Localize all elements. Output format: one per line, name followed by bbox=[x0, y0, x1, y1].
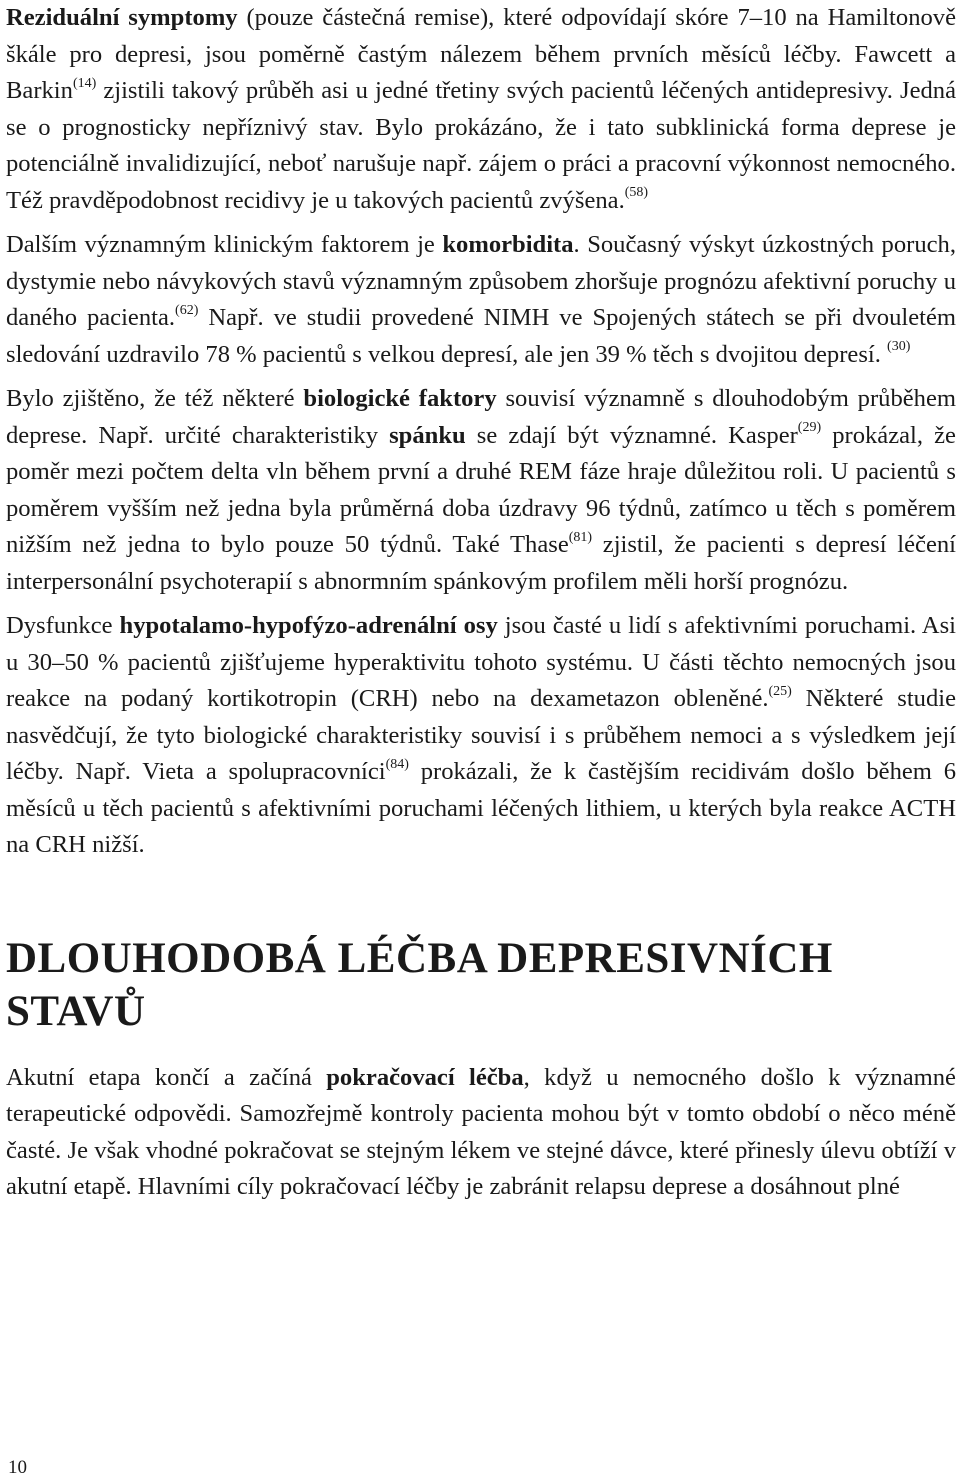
emphasized-term: hypotalamo-hypofýzo-adrenální osy bbox=[119, 612, 498, 639]
text-run: prokázal, že poměr mezi počtem delta vln během první a druhé REM fáze hraje důležitou roli. U pacientů s poměrem vyšším než jedna byla průměrná doba úzdravy 96 týdnů, zatímco u těch s poměrem nižším než jedna to bylo pouze 50 týdnů. Také Thase bbox=[6, 421, 956, 558]
section-heading-line1: DLOUHODOBÁ LÉČBA DEPRESIVNÍCH bbox=[6, 934, 833, 982]
citation-reference: (29) bbox=[797, 420, 822, 436]
text-run: jsou časté u lidí s afektivními poruchami. Asi u 30–50 % pacientů zjišťujeme hyperaktivitu tohoto systému. U části těchto nemocných jsou reakce na podaný kortikotropin (CRH) nebo na dexametazon obleněné. bbox=[6, 612, 956, 712]
paragraph-hpa-axis bbox=[6, 608, 956, 864]
page-number: 10 bbox=[8, 1457, 27, 1478]
text-run: zjistil, že pacienti s depresí léčení interpersonální psychoterapií s abnormním spánkovým profilem měli horší prognózu. bbox=[6, 531, 956, 595]
emphasized-term: biologické faktory bbox=[303, 385, 497, 412]
text-run: Dysfunkce bbox=[6, 612, 120, 639]
text-run: Akutní etapa končí a začíná bbox=[6, 1063, 327, 1091]
text-run: Některé studie nasvědčují, že tyto biologické charakteristiky souvisí i s průběhem nemoci a s výsledkem její léčby. Např. Vieta a spolupracovníci bbox=[6, 685, 957, 785]
text-run: zjistili takový průběh asi u jedné třetiny svých pacientů léčených antidepresivy. Jedná se o prognosticky nepříznivý stav. Bylo prokázáno, že i tato subklinická forma deprese je potenciálně invalidizující, neboť narušuje např. zájem o práci a pracovní výkonnost nemocného. Též pravděpodobnost recidivy je u takových pacientů zvýšena. bbox=[6, 77, 956, 214]
emphasized-term: pokračovací léčba bbox=[326, 1063, 524, 1091]
citation-reference: (81) bbox=[568, 529, 593, 545]
emphasized-term: spánku bbox=[389, 421, 466, 449]
text-run: Např. ve studii provedené NIMH ve Spojených státech se při dvouletém sledování uzdravilo 78 % pacientů s velkou depresí, ale jen 39 % těch s dvojitou depresí. bbox=[6, 304, 956, 368]
citation-reference: (25) bbox=[768, 683, 792, 699]
paragraph-comorbidity bbox=[6, 227, 956, 373]
emphasized-term: Reziduální symptomy bbox=[6, 4, 238, 31]
citation-reference: (58) bbox=[624, 185, 649, 201]
text-run: se zdají být významné. Kasper bbox=[465, 421, 798, 449]
text-run: souvisí významně s dlouhodobým průběhem deprese. Např. určité charakteristiky bbox=[6, 385, 957, 449]
text-run: Dalším významným klinickým faktorem je bbox=[6, 231, 443, 258]
citation-reference: (62) bbox=[175, 302, 199, 318]
text-run: , když u nemocného došlo k významné terapeutické odpovědi. Samozřejmě kontroly pacienta mohou být v tomto období o něco méně časté. Je však vhodné pokračovat se stejným lékem ve stejné dávce, které přinesly úlevu obtíží v akutní etapě. Hlavními cíly pokračovací léčby je zabránit relapsu deprese a dosáhnout plné bbox=[6, 1063, 956, 1200]
text-run: Bylo zjištěno, že též některé bbox=[6, 385, 304, 412]
citation-reference: (84) bbox=[385, 756, 409, 772]
section-heading bbox=[6, 932, 956, 1038]
paragraph-continuation-treatment bbox=[6, 1060, 956, 1206]
paragraph-residual-symptoms bbox=[6, 0, 956, 219]
citation-reference: (14) bbox=[72, 75, 97, 91]
text-run: prokázali, že k častějším recidivám došlo během 6 měsíců u těch pacientů s afektivními poruchami léčených lithiem, u kterých byla reakce ACTH na CRH nižší. bbox=[6, 758, 956, 858]
paragraph-biological-factors bbox=[6, 381, 956, 600]
section-heading-line2: STAVŮ bbox=[6, 987, 146, 1035]
emphasized-term: komorbidita bbox=[442, 231, 574, 258]
document-page bbox=[6, 0, 956, 1206]
text-run: (pouze částečná remise), které odpovídají skóre 7–10 na Hamiltonově škále pro depresi, jsou poměrně častým nálezem během prvních měsíců léčby. Fawcett a Barkin bbox=[6, 4, 956, 104]
text-run: . Současný výskyt úzkostných poruch, dystymie nebo návykových stavů významným způsobem zhoršuje prognózu afektivní poruchy u daného pacienta. bbox=[6, 231, 956, 331]
citation-reference: (30) bbox=[887, 339, 911, 355]
